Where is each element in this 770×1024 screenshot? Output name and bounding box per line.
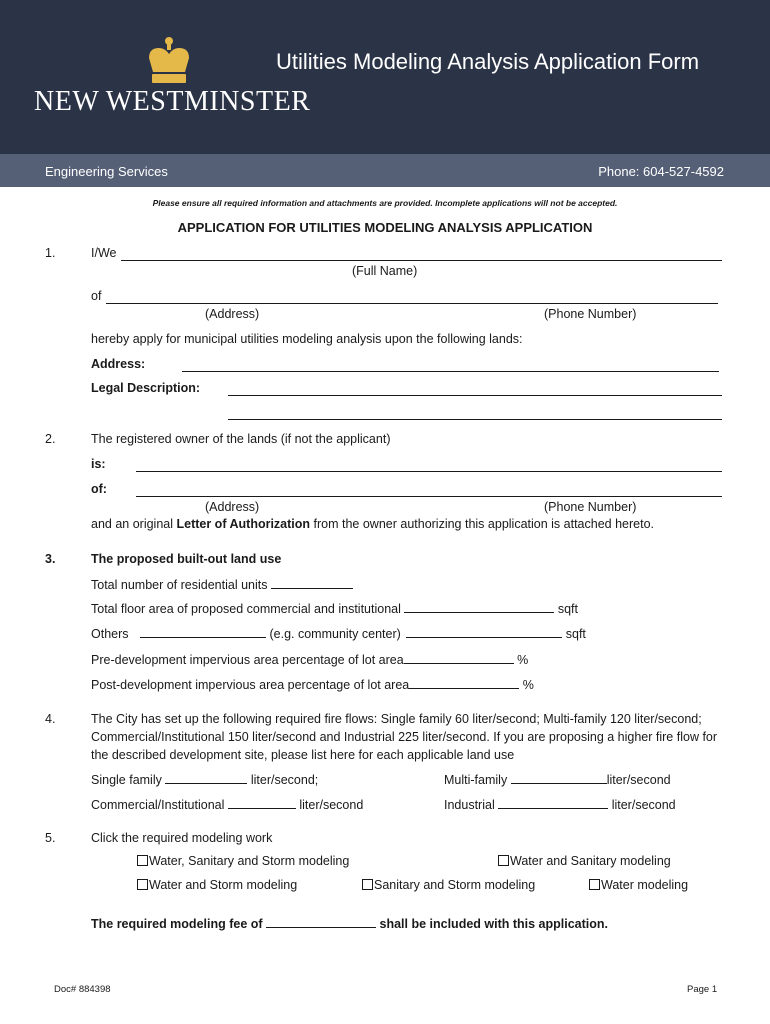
legal-description-label: Legal Description: [91, 381, 201, 395]
single-family-unit: liter/second; [250, 773, 319, 787]
commercial-field[interactable] [228, 797, 296, 809]
land-address-label: Address: [91, 357, 146, 371]
single-family-field[interactable] [165, 772, 247, 784]
checkbox-icon[interactable] [589, 879, 600, 890]
owner-address-field[interactable] [136, 496, 722, 497]
option-sanitary-storm[interactable]: Sanitary and Storm modeling [362, 878, 535, 892]
pre-development-label: Pre-development impervious area percentage of lot area [91, 653, 404, 667]
checkbox-icon[interactable] [362, 879, 373, 890]
option-water-sanitary-storm[interactable]: Water, Sanitary and Storm modeling [137, 854, 349, 868]
residential-units-field[interactable] [271, 577, 353, 589]
phone-number-caption: (Phone Number) [544, 307, 637, 321]
checkbox-icon[interactable] [137, 879, 148, 890]
floor-area-row [91, 601, 578, 616]
checkbox-icon[interactable] [498, 855, 509, 866]
industrial-unit: liter/second [611, 798, 676, 812]
residential-units-row [91, 577, 353, 592]
full-name-field[interactable] [121, 260, 722, 261]
post-development-label: Post-development impervious area percentage of lot area [91, 678, 410, 692]
commercial-unit: liter/second [299, 798, 364, 812]
industrial-label: Industrial [444, 798, 495, 812]
full-name-caption: (Full Name) [352, 264, 418, 278]
industrial-row [444, 797, 676, 812]
section-5-number: 5. [45, 831, 56, 845]
pre-development-row [91, 652, 528, 667]
commercial-label: Commercial/Institutional [91, 798, 225, 812]
multi-family-field[interactable] [511, 772, 607, 784]
fee-post-text: shall be included with this application. [376, 917, 609, 931]
section-2-number: 2. [45, 432, 56, 446]
owner-text: The registered owner of the lands (if not the applicant) [91, 432, 391, 446]
authorization-text: and an original Letter of Authorization from the owner authorizing this application is attached hereto. [91, 517, 654, 531]
org-name: NEW WESTMINSTER [34, 86, 311, 117]
fire-flow-text: The City has set up the following required fire flows: Single family 60 liter/second; Multi-family 120 liter/second; Commercial/Institutional 150 liter/second and Industrial 225 liter/second. If you are proposing a higher fire flow for the described development site, please list here for each applicable land use [91, 712, 718, 762]
floor-area-field[interactable] [404, 601, 554, 613]
section-1-number: 1. [45, 246, 56, 260]
floor-area-unit: sqft [557, 602, 579, 616]
option-water[interactable]: Water modeling [589, 878, 688, 892]
owner-name-field[interactable] [136, 471, 722, 472]
checkbox-icon[interactable] [137, 855, 148, 866]
fee-amount-field[interactable] [266, 916, 376, 928]
iwe-label: I/We [91, 246, 117, 260]
residential-units-label: Total number of residential units [91, 578, 268, 592]
single-family-label: Single family [91, 773, 162, 787]
crown-logo-icon [145, 36, 193, 86]
form-title: Utilities Modeling Analysis Application Form [276, 49, 700, 74]
owner-address-caption: (Address) [205, 500, 260, 514]
legal-description-field-1[interactable] [228, 395, 722, 396]
others-example: (e.g. community center) [269, 627, 401, 641]
header-banner [0, 0, 770, 154]
others-row [91, 626, 586, 641]
section-4-number: 4. [45, 712, 56, 726]
modeling-work-text: Click the required modeling work [91, 831, 273, 845]
single-family-row [91, 772, 318, 787]
others-label: Others [91, 627, 129, 641]
doc-number: Doc# 884398 [54, 984, 111, 995]
post-development-unit: % [522, 678, 534, 692]
fee-row [91, 916, 608, 931]
others-area-unit: sqft [565, 627, 586, 641]
pre-development-field[interactable] [404, 652, 514, 664]
post-development-row [91, 677, 534, 692]
section-3-number: 3. [45, 552, 56, 566]
others-area-field[interactable] [406, 626, 562, 638]
legal-description-field-2[interactable] [228, 419, 722, 420]
land-use-title: The proposed built-out land use [91, 552, 282, 566]
phone-label: Phone: 604-527-4592 [598, 164, 724, 179]
land-address-field[interactable] [182, 371, 719, 372]
option-water-storm[interactable]: Water and Storm modeling [137, 878, 297, 892]
option-water-sanitary[interactable]: Water and Sanitary modeling [498, 854, 671, 868]
owner-is-label: is: [91, 457, 106, 471]
fee-pre-text: The required modeling fee of [91, 917, 267, 931]
multi-family-unit: liter/second [606, 773, 671, 787]
multi-family-row [444, 772, 671, 787]
industrial-field[interactable] [498, 797, 608, 809]
multi-family-label: Multi-family [444, 773, 508, 787]
floor-area-label: Total floor area of proposed commercial and institutional [91, 602, 401, 616]
notice-text: Please ensure all required information and attachments are provided. Incomplete applications will not be accepted. [152, 198, 618, 208]
commercial-row [91, 797, 363, 812]
apply-text: hereby apply for municipal utilities modeling analysis upon the following lands: [91, 332, 523, 346]
form-heading: APPLICATION FOR UTILITIES MODELING ANALYSIS APPLICATION [177, 220, 593, 235]
owner-phone-caption: (Phone Number) [544, 500, 637, 514]
pre-development-unit: % [517, 653, 529, 667]
others-type-field[interactable] [140, 626, 266, 638]
page-number: Page 1 [687, 984, 718, 995]
address-caption: (Address) [205, 307, 260, 321]
department-label: Engineering Services [45, 164, 168, 179]
applicant-address-field[interactable] [106, 303, 718, 304]
post-development-field[interactable] [409, 677, 519, 689]
owner-of-label: of: [91, 482, 107, 496]
of-label: of [91, 289, 102, 303]
